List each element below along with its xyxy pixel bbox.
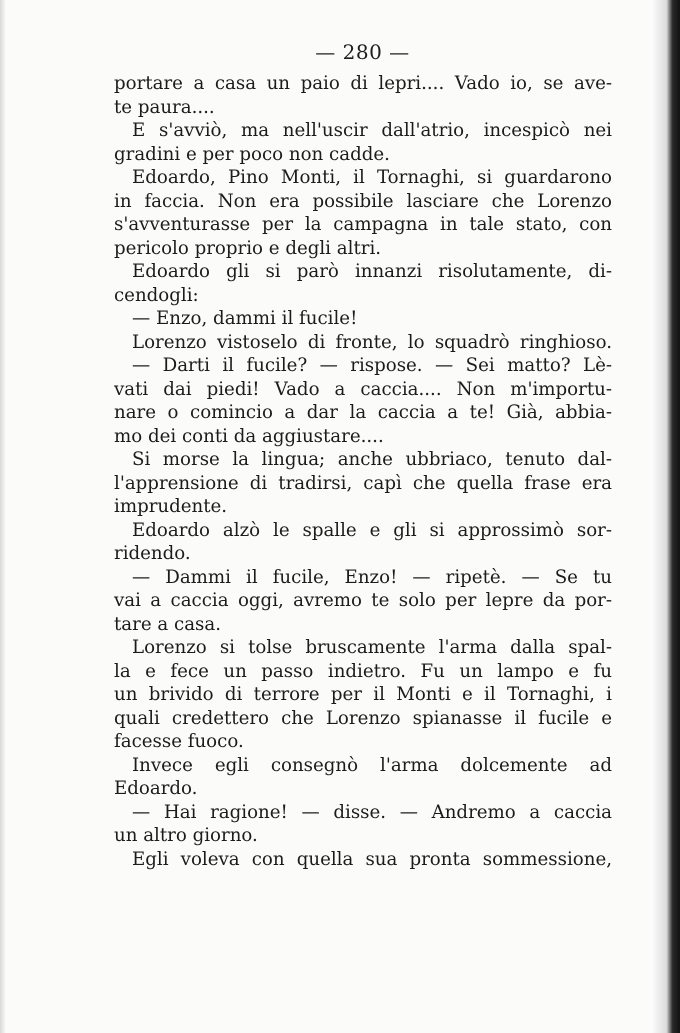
text-line: — Dammi il fucile, Enzo! — ripetè. — Se tu [132, 566, 612, 588]
text-line: Si morse la lingua; anche ubbriaco, tenuto dal- [132, 449, 612, 470]
text-line: quali credettero che Lorenzo spianasse il fucile e [114, 707, 612, 729]
text-line: — Hai ragione! — disse. — Andremo a caccia [132, 801, 612, 823]
text-line: pericolo proprio e degli altri. [114, 237, 382, 259]
text-line: Edoardo gli si parò innanzi risolutamente, di- [132, 261, 612, 282]
text-line: in faccia. Non era possibile lasciare che Lorenzo [114, 190, 612, 212]
text-line: nare o comincio a dar la caccia a te! Già, abbia- [114, 402, 612, 423]
text-line: mo dei conti da aggiustare.... [114, 425, 384, 447]
text-line: Lorenzo vistoselo di fronte, lo squadrò ringhioso. [132, 331, 612, 353]
page-left-edge [0, 0, 6, 1033]
text-line: ridendo. [114, 543, 191, 564]
text-line: un brivido di terrore per il Monti e il Tornaghi, i [114, 684, 612, 705]
text-line: imprudente. [114, 496, 228, 517]
text-line: cendogli: [114, 284, 199, 306]
page-binding-edge [650, 0, 680, 1033]
text-line: portare a casa un paio di lepri.... Vado io, se ave- [114, 73, 612, 94]
page-number: — 280 — [315, 40, 410, 64]
text-line: Invece egli consegnò l'arma dolcemente ad [132, 754, 612, 776]
text-line: Edoardo, Pino Monti, il Tornaghi, si guardarono [132, 167, 612, 188]
text-line: un altro giorno. [114, 825, 258, 846]
text-line: gradini e per poco non cadde. [114, 143, 390, 165]
text-line: vati dai piedi! Vado a caccia.... Non m'importu- [114, 378, 612, 400]
text-line: Egli voleva con quella sua pronta sommessione, [132, 848, 612, 870]
text-line: — Darti il fucile? — rispose. — Sei matto? Lè- [132, 355, 612, 376]
text-line: Lorenzo si tolse bruscamente l'arma dalla spal- [132, 637, 612, 658]
text-line: la e fece un passo indietro. Fu un lampo e fu [114, 660, 612, 682]
text-line: l'apprensione di tradirsi, capì che quella frase era [114, 472, 612, 494]
text-line: vai a caccia oggi, avremo te solo per lepre da por- [114, 590, 612, 611]
text-line: te paura.... [114, 96, 215, 118]
text-line: tare a casa. [114, 613, 222, 635]
text-line: Edoardo alzò le spalle e gli si approssimò sor- [132, 519, 612, 541]
text-line: — Enzo, dammi il fucile! [132, 308, 358, 329]
text-line: s'avventurasse per la campagna in tale stato, con [114, 214, 612, 235]
text-line: facesse fuoco. [114, 731, 244, 752]
text-line: Edoardo. [114, 778, 198, 799]
text-line: E s'avviò, ma nell'uscir dall'atrio, incespicò nei [132, 120, 612, 141]
body-text [114, 72, 612, 871]
